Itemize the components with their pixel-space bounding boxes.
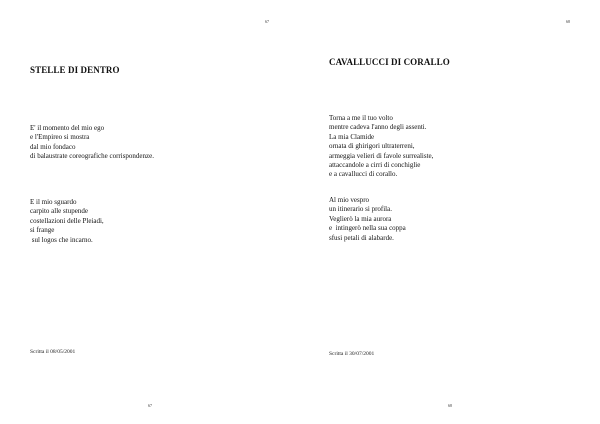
poem-line: Veglierò la mia aurora [329, 214, 392, 223]
poem-line: e l'Empireo si mostra [30, 133, 90, 142]
poem-line: si frange [30, 226, 55, 235]
poem-stanza-2 [329, 196, 406, 243]
poem-line: E il mio sguardo [30, 198, 77, 206]
poem-line: armeggia velieri di favole surrealiste, [329, 151, 434, 160]
poem-line: un itinerario si profila. [329, 205, 392, 214]
poem-stanza-2 [30, 198, 104, 245]
signature-date: Scritta il 08/05/2001 [30, 349, 76, 355]
right-page [300, 0, 600, 424]
poem-line: Al mio vespro [329, 196, 370, 204]
poem-line: e a cavallucci di corallo. [329, 170, 398, 179]
poem-title: CAVALLUCCI DI CORALLO [329, 57, 450, 67]
poem-line: e intingerò nella sua coppa [329, 224, 406, 233]
poem-line: sul logos che incarno. [30, 235, 93, 244]
signature-date: Scritta il 30/07/2001 [329, 351, 375, 357]
poem-stanza-1 [30, 124, 154, 162]
header-page-number: 67 [265, 19, 269, 24]
header-page-number: 68 [566, 19, 570, 24]
poem-line: dal mio fondaco [30, 142, 76, 151]
footer-page-number: 68 [448, 403, 452, 408]
poem-line: sfusi petali di alabarde. [329, 233, 394, 242]
poem-line: E' il momento del mio ego [30, 124, 105, 132]
poem-line: mentre cadeva l'anno degli assenti. [329, 123, 427, 132]
poem-line: attaccandole a cirri di conchiglie [329, 161, 421, 170]
poem-title: STELLE DI DENTRO [30, 65, 120, 75]
poem-line: carpito alle stupende [30, 207, 88, 216]
poem-line: ornata di ghirigori ultraterreni, [329, 142, 415, 151]
poem-line: di balaustrate coreografiche corrispondenze. [30, 152, 154, 161]
poem-line: costellazioni delle Pleiadi, [30, 216, 104, 225]
poem-line: Torna a me il tuo volto [329, 114, 393, 122]
footer-page-number: 67 [148, 403, 152, 408]
poem-stanza-1 [329, 114, 433, 180]
poem-line: La mia Clamide [329, 132, 375, 141]
